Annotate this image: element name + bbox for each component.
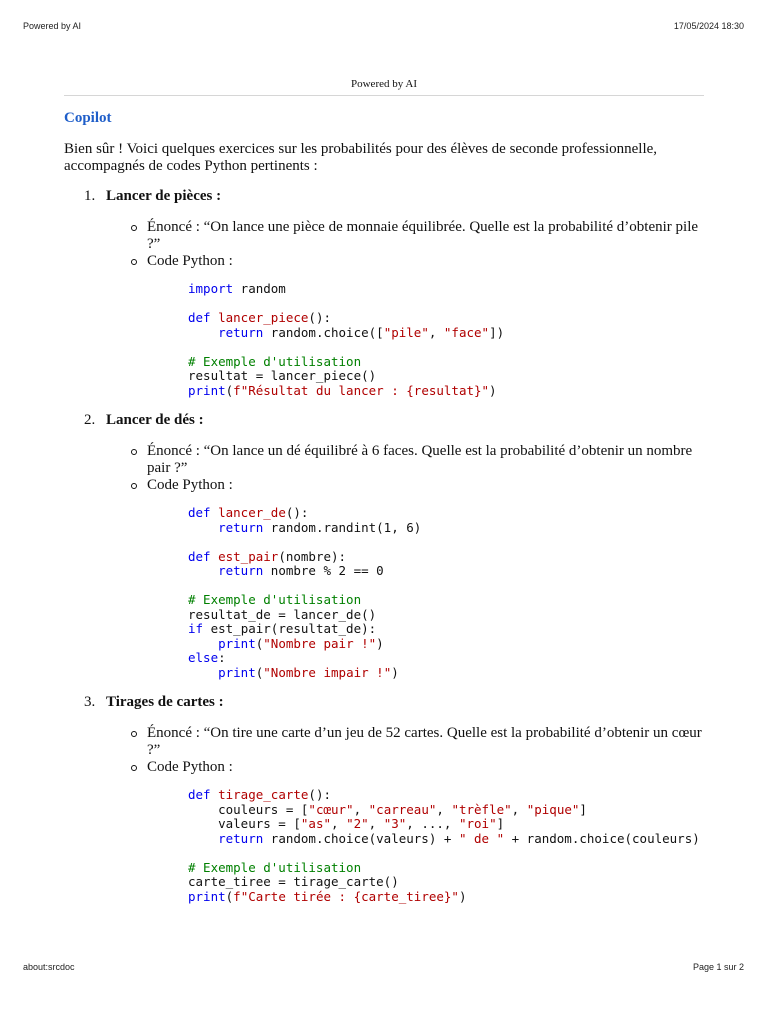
code-token: (): bbox=[308, 787, 331, 802]
exercise-item bbox=[64, 694, 704, 904]
code-token: , bbox=[428, 324, 444, 340]
code-token: ( bbox=[225, 382, 234, 398]
code-token: ) bbox=[391, 664, 399, 680]
page-banner: Powered by AI bbox=[64, 78, 704, 96]
circle-bullet-icon bbox=[131, 259, 137, 265]
code-token: ] bbox=[496, 816, 505, 831]
code-token: f"Carte tirée : {carte_tiree}" bbox=[233, 888, 459, 904]
code-label: Code Python : bbox=[147, 477, 233, 493]
code-token: "Nombre pair !" bbox=[263, 635, 377, 651]
code-token: , bbox=[436, 801, 452, 817]
code-token: lancer_piece bbox=[218, 310, 309, 325]
code-token bbox=[211, 787, 219, 802]
exercise-details bbox=[106, 725, 704, 904]
statement-text: Énoncé : “On lance une pièce de monnaie équilibrée. Quelle est la probabilité d’obtenir pile ?” bbox=[147, 219, 699, 252]
code-token: , bbox=[353, 801, 369, 817]
code-line bbox=[188, 593, 704, 608]
code-token: def bbox=[188, 548, 211, 564]
code-token: "trèfle" bbox=[451, 801, 512, 817]
code-token: else bbox=[188, 650, 219, 665]
code-label-item bbox=[106, 477, 704, 680]
code-token: est_pair(resultat_de): bbox=[203, 621, 377, 636]
code-token: def bbox=[188, 787, 211, 802]
exercise-details bbox=[106, 219, 704, 398]
code-block bbox=[188, 282, 704, 398]
author-name: Copilot bbox=[64, 110, 112, 126]
statement-text: Énoncé : “On lance un dé équilibré à 6 faces. Quelle est la probabilité d’obtenir un nombre pair ?” bbox=[147, 443, 693, 476]
code-token: "carreau" bbox=[368, 801, 437, 817]
code-token: random bbox=[233, 281, 286, 296]
print-footer bbox=[23, 962, 744, 972]
code-token: ]) bbox=[489, 324, 505, 340]
code-token: , ..., bbox=[406, 816, 459, 831]
code-token: "as" bbox=[300, 816, 331, 831]
code-token: , bbox=[368, 816, 384, 831]
code-block bbox=[188, 788, 704, 904]
statement-item bbox=[106, 725, 704, 759]
code-line bbox=[188, 506, 704, 521]
circle-bullet-icon bbox=[131, 225, 137, 231]
code-token: ] bbox=[579, 801, 587, 817]
exercise-item bbox=[64, 188, 704, 398]
code-token bbox=[188, 831, 218, 846]
code-line bbox=[188, 875, 704, 890]
code-token bbox=[188, 325, 218, 340]
code-line bbox=[188, 651, 704, 666]
code-token: random.choice([ bbox=[263, 324, 384, 340]
code-token: "face" bbox=[443, 324, 490, 340]
circle-bullet-icon bbox=[131, 731, 137, 737]
code-token: + random.choice(couleurs) bbox=[504, 830, 700, 846]
code-line bbox=[188, 564, 704, 579]
code-token: ) bbox=[489, 382, 497, 398]
code-token: nombre % 2 == 0 bbox=[263, 563, 384, 578]
code-label: Code Python : bbox=[147, 253, 233, 269]
code-token: , bbox=[331, 816, 347, 831]
code-line bbox=[188, 297, 704, 312]
code-line bbox=[188, 608, 704, 623]
code-token: # Exemple d'utilisation bbox=[188, 859, 362, 875]
code-token: print bbox=[218, 635, 256, 651]
code-token: "pique" bbox=[526, 801, 580, 817]
circle-bullet-icon bbox=[131, 765, 137, 771]
code-token: (nombre): bbox=[278, 548, 347, 564]
code-token bbox=[188, 520, 218, 535]
code-token: random.randint(1, 6) bbox=[263, 519, 422, 535]
code-token: valeurs = [ bbox=[188, 816, 301, 831]
code-line bbox=[188, 803, 704, 818]
code-token: f"Résultat du lancer : {resultat}" bbox=[233, 382, 490, 398]
code-token: "cœur" bbox=[308, 801, 354, 817]
code-line bbox=[188, 521, 704, 536]
exercise-number: 1. bbox=[84, 188, 96, 204]
code-line bbox=[188, 817, 704, 832]
code-token: # Exemple d'utilisation bbox=[188, 592, 362, 607]
code-token: "Nombre impair !" bbox=[263, 664, 392, 680]
exercise-item bbox=[64, 412, 704, 680]
code-token: ) bbox=[376, 635, 384, 651]
code-line bbox=[188, 890, 704, 905]
code-token: print bbox=[188, 382, 226, 398]
print-header bbox=[23, 21, 744, 31]
code-token: est_pair bbox=[218, 548, 279, 564]
code-line bbox=[188, 846, 704, 861]
code-token: print bbox=[218, 664, 256, 680]
exercise-title: Tirages de cartes : bbox=[106, 694, 224, 710]
statement-item bbox=[106, 443, 704, 477]
code-token: ) bbox=[458, 888, 467, 904]
exercise-number: 2. bbox=[84, 412, 96, 428]
code-line bbox=[188, 535, 704, 550]
code-label-item bbox=[106, 759, 704, 904]
code-token bbox=[211, 505, 219, 520]
code-token: ( bbox=[225, 888, 234, 904]
print-footer-page: Page 1 sur 2 bbox=[692, 962, 744, 972]
code-token: # Exemple d'utilisation bbox=[188, 353, 362, 369]
print-header-left: Powered by AI bbox=[23, 21, 82, 31]
code-token: def bbox=[188, 310, 211, 325]
code-token: " de " bbox=[458, 830, 505, 846]
exercise-title: Lancer de dés : bbox=[106, 412, 204, 428]
code-token: ( bbox=[255, 635, 264, 651]
code-token: : bbox=[218, 650, 226, 665]
code-block bbox=[188, 506, 704, 680]
code-line bbox=[188, 369, 704, 384]
code-token: def bbox=[188, 505, 211, 520]
code-token bbox=[188, 563, 218, 578]
code-token: , bbox=[511, 801, 527, 817]
document-page bbox=[64, 78, 704, 918]
circle-bullet-icon bbox=[131, 483, 137, 489]
code-line bbox=[188, 637, 704, 652]
exercise-list bbox=[64, 188, 704, 904]
code-label-item bbox=[106, 253, 704, 398]
code-token: "2" bbox=[346, 816, 369, 831]
code-token: "3" bbox=[383, 816, 407, 831]
code-token: return bbox=[218, 519, 264, 535]
print-header-datetime: 17/05/2024 18:30 bbox=[673, 21, 744, 31]
statement-text: Énoncé : “On tire une carte d’un jeu de 52 cartes. Quelle est la probabilité d’obtenir un cœur ?” bbox=[147, 725, 702, 758]
code-token bbox=[188, 636, 218, 651]
code-token: random.choice(valeurs) + bbox=[263, 830, 459, 846]
code-token: couleurs = [ bbox=[188, 801, 309, 817]
code-token: resultat = lancer_piece() bbox=[188, 368, 377, 383]
code-token: (): bbox=[308, 310, 331, 325]
intro-paragraph: Bien sûr ! Voici quelques exercices sur les probabilités pour des élèves de seconde professionnelle, accompagnés de codes Python pertinents : bbox=[64, 141, 658, 174]
code-label: Code Python : bbox=[147, 759, 233, 775]
code-token: import bbox=[188, 281, 234, 296]
code-line bbox=[188, 340, 704, 355]
code-line bbox=[188, 282, 704, 297]
code-token bbox=[211, 549, 219, 564]
code-line bbox=[188, 311, 704, 326]
code-token: return bbox=[218, 563, 264, 578]
code-token: "pile" bbox=[383, 324, 429, 340]
statement-item bbox=[106, 219, 704, 253]
code-line bbox=[188, 550, 704, 565]
code-token: resultat_de = lancer_de() bbox=[188, 606, 377, 622]
code-line bbox=[188, 579, 704, 594]
circle-bullet-icon bbox=[131, 449, 137, 455]
code-token: return bbox=[218, 830, 264, 846]
code-token: tirage_carte bbox=[218, 787, 309, 802]
code-token bbox=[211, 310, 219, 325]
code-line bbox=[188, 666, 704, 681]
code-token: "roi" bbox=[458, 816, 497, 831]
code-line bbox=[188, 355, 704, 370]
code-token: print bbox=[188, 888, 226, 904]
print-footer-url: about:srcdoc bbox=[23, 962, 75, 972]
code-token: return bbox=[218, 324, 264, 340]
code-line bbox=[188, 861, 704, 876]
code-token: (): bbox=[285, 505, 309, 520]
code-line bbox=[188, 832, 704, 847]
code-token: ( bbox=[255, 664, 264, 680]
exercise-details bbox=[106, 443, 704, 680]
code-token bbox=[188, 665, 218, 680]
code-token: if bbox=[188, 621, 204, 636]
code-line bbox=[188, 384, 704, 399]
code-token: carte_tiree = tirage_carte() bbox=[188, 874, 399, 889]
exercise-number: 3. bbox=[84, 694, 96, 710]
code-line bbox=[188, 788, 704, 803]
exercise-title: Lancer de pièces : bbox=[106, 188, 222, 204]
code-token: lancer_de bbox=[218, 505, 286, 520]
code-line bbox=[188, 622, 704, 637]
code-line bbox=[188, 326, 704, 341]
